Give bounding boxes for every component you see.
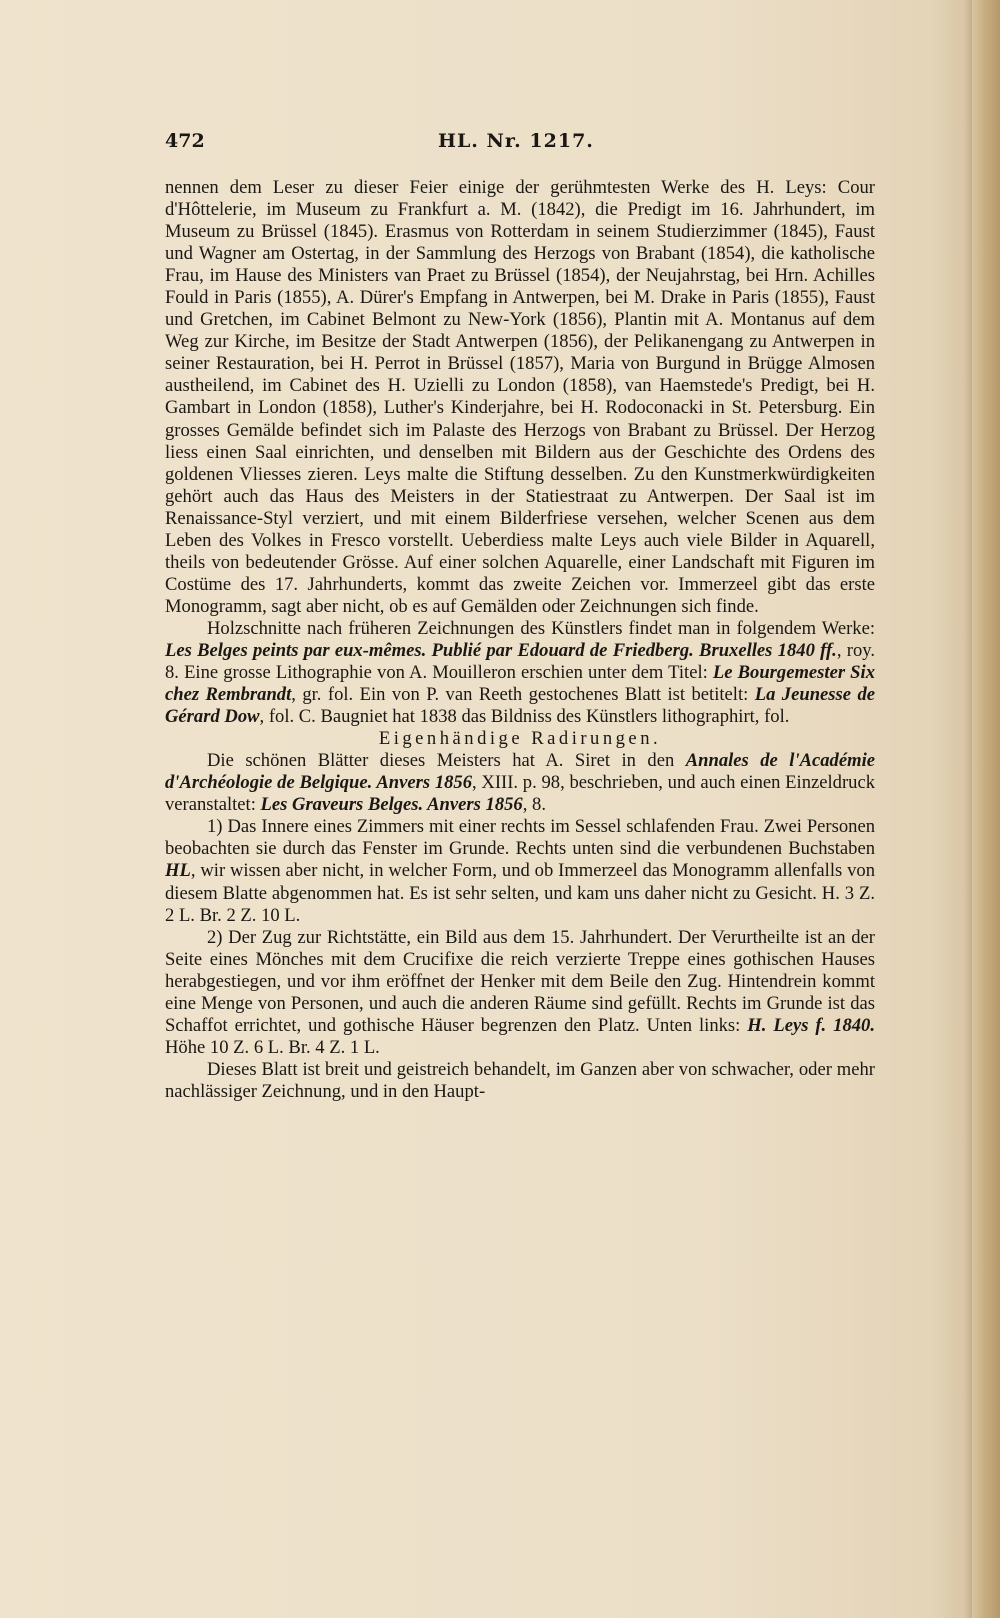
paragraph (165, 177, 875, 618)
paragraph (165, 1059, 875, 1103)
page-edge-shadow (964, 0, 972, 1618)
body-text (165, 177, 875, 1103)
text-run: , XIII. p. 98, beschrieben, und auch einen Einzeldruck veranstaltet: (165, 772, 876, 816)
text-run: , gr. fol. Ein von P. van Reeth gestochenes Blatt ist betitelt: (291, 684, 755, 706)
paragraph (165, 618, 875, 728)
italic-title: Annales de l'Académie d'Archéologie de Belgique. Anvers 1856 (165, 750, 875, 794)
italic-title: HL (165, 860, 191, 882)
running-title: HL. Nr. 1217. (438, 130, 594, 152)
text-run: , fol. C. Baugniet hat 1838 das Bildniss des Künstlers lithographirt, fol. (259, 706, 790, 728)
text-run: 2) Der Zug zur Richtstätte, ein Bild aus dem 15. Jahrhundert. Der Verurtheilte ist an der Seite eines Mönches mit dem Crucifixe die reich verzierte Treppe eines gothischen Hauses herabgestiegen, und vor ihm eröffnet der Henker mit dem Beile den Zug. Hintendrein kommt eine Menge von Personen, und auch die anderen Räume sind gefüllt. Rechts im Grunde ist das Schaffot errichtet, und gothische Häuser begrenzen den Platz. Unten links: (165, 926, 875, 1036)
text-run: , 8. (522, 794, 546, 816)
text-run: Höhe 10 Z. 6 L. Br. 4 Z. 1 L. (165, 1036, 380, 1058)
section-heading: Eigenhändige Radirungen. (378, 728, 662, 750)
page-edge (972, 0, 1000, 1618)
italic-title: H. Leys f. 1840. (747, 1014, 875, 1036)
text-run: nennen dem Leser zu dieser Feier einige der gerühmtesten Werke des H. Leys: Cour d'Hôttelerie, im Museum zu Frankfurt a. M. (1842), die Predigt im 16. Jahrhundert, im Museum zu Brüssel (1845). Erasmus von Rotterdam in seinem Studierzimmer (1845), Faust und Wagner am Ostertag, in der Sammlung des Herzogs von Brabant (1854), die katholische Frau, im Hause des Ministers van Praet zu Brüssel (1854), der Neujahrstag, bei Hrn. Achilles Fould in Paris (1855), A. Dürer's Empfang in Antwerpen, bei M. Drake in Paris (1855), Faust und Gretchen, im Cabinet Belmont zu New-York (1856), Plantin mit A. Montanus auf dem Weg zur Kirche, im Besitze der Stadt Antwerpen (1856), der Pelikanengang zu Antwerpen in seiner Restauration, bei H. Perrot in Brüssel (1857), Maria von Burgund in Brügge Almosen austheilend, im Cabinet des H. Uzielli zu London (1858), van Haemstede's Predigt, bei H. Gambart in London (1858), Luther's Kinderjahre, bei H. Rodoconacki in St. Petersburg. Ein grosses Gemälde befindet sich im Palaste des Herzogs von Brabant zu Brüssel. Der Herzog liess einen Saal einrichten, und denselben mit Bildern aus der Geschichte des Ordens des goldenen Vliesses zieren. Leys malte die Stiftung desselben. Zu den Kunstmerkwürdigkeiten gehört auch das Haus des Meisters in der Statiestraat zu Antwerpen. Der Saal ist im Renaissance-Styl verziert, und mit einem Bilderfriese versehen, welcher Scenen aus dem Leben des Volkes in Fresco vorstellt. Ueberdiess malte Leys auch viele Bilder in Aquarell, theils von bedeutender Grösse. Auf einer solchen Aquarelle, einer Landschaft mit Figuren im Costüme des 17. Jahrhunderts, kommt das zweite Zeichen vor. Immerzeel gibt das erste Monogramm, sagt aber nicht, ob es auf Gemälden oder Zeichnungen sich finde. (165, 177, 875, 617)
italic-title: La Jeunesse de Gérard Dow (165, 684, 875, 728)
text-run: 1) Das Innere eines Zimmers mit einer rechts im Sessel schlafenden Frau. Zwei Personen beobachten sie durch das Fenster im Grunde. Rechts unten sind die verbundenen Buchstaben (165, 816, 875, 860)
text-run: , wir wissen aber nicht, in welcher Form, und ob Immerzeel das Monogramm allenfalls von diesem Blatte abgenommen hat. Es ist sehr selten, und kam uns daher nicht zu Gesicht. H. 3 Z. 2 L. Br. 2 Z. 10 L. (165, 860, 875, 926)
running-header (165, 130, 875, 156)
page-number: 472 (165, 130, 205, 152)
paragraph (165, 816, 875, 926)
text-run: Holzschnitte nach früheren Zeichnungen des Künstlers findet man in folgendem Werke: (207, 617, 875, 639)
text-run: Die schönen Blätter dieses Meisters hat A. Siret in den (207, 750, 686, 772)
paragraph (165, 927, 875, 1059)
text-run: , roy. 8. Eine grosse Lithographie von A. Mouilleron erschien unter dem Titel: (165, 639, 875, 684)
italic-title: Les Belges peints par eux-mêmes. Publié par Edouard de Friedberg. Bruxelles 1840 ff. (165, 639, 837, 661)
text-run: Dieses Blatt ist breit und geistreich behandelt, im Ganzen aber von schwacher, oder mehr nachlässiger Zeichnung, und in den Haupt- (165, 1058, 875, 1102)
italic-title: Les Graveurs Belges. Anvers 1856 (260, 794, 523, 816)
paragraph (165, 750, 875, 816)
italic-title: Le Bourgemester Six chez Rembrandt (165, 662, 875, 706)
